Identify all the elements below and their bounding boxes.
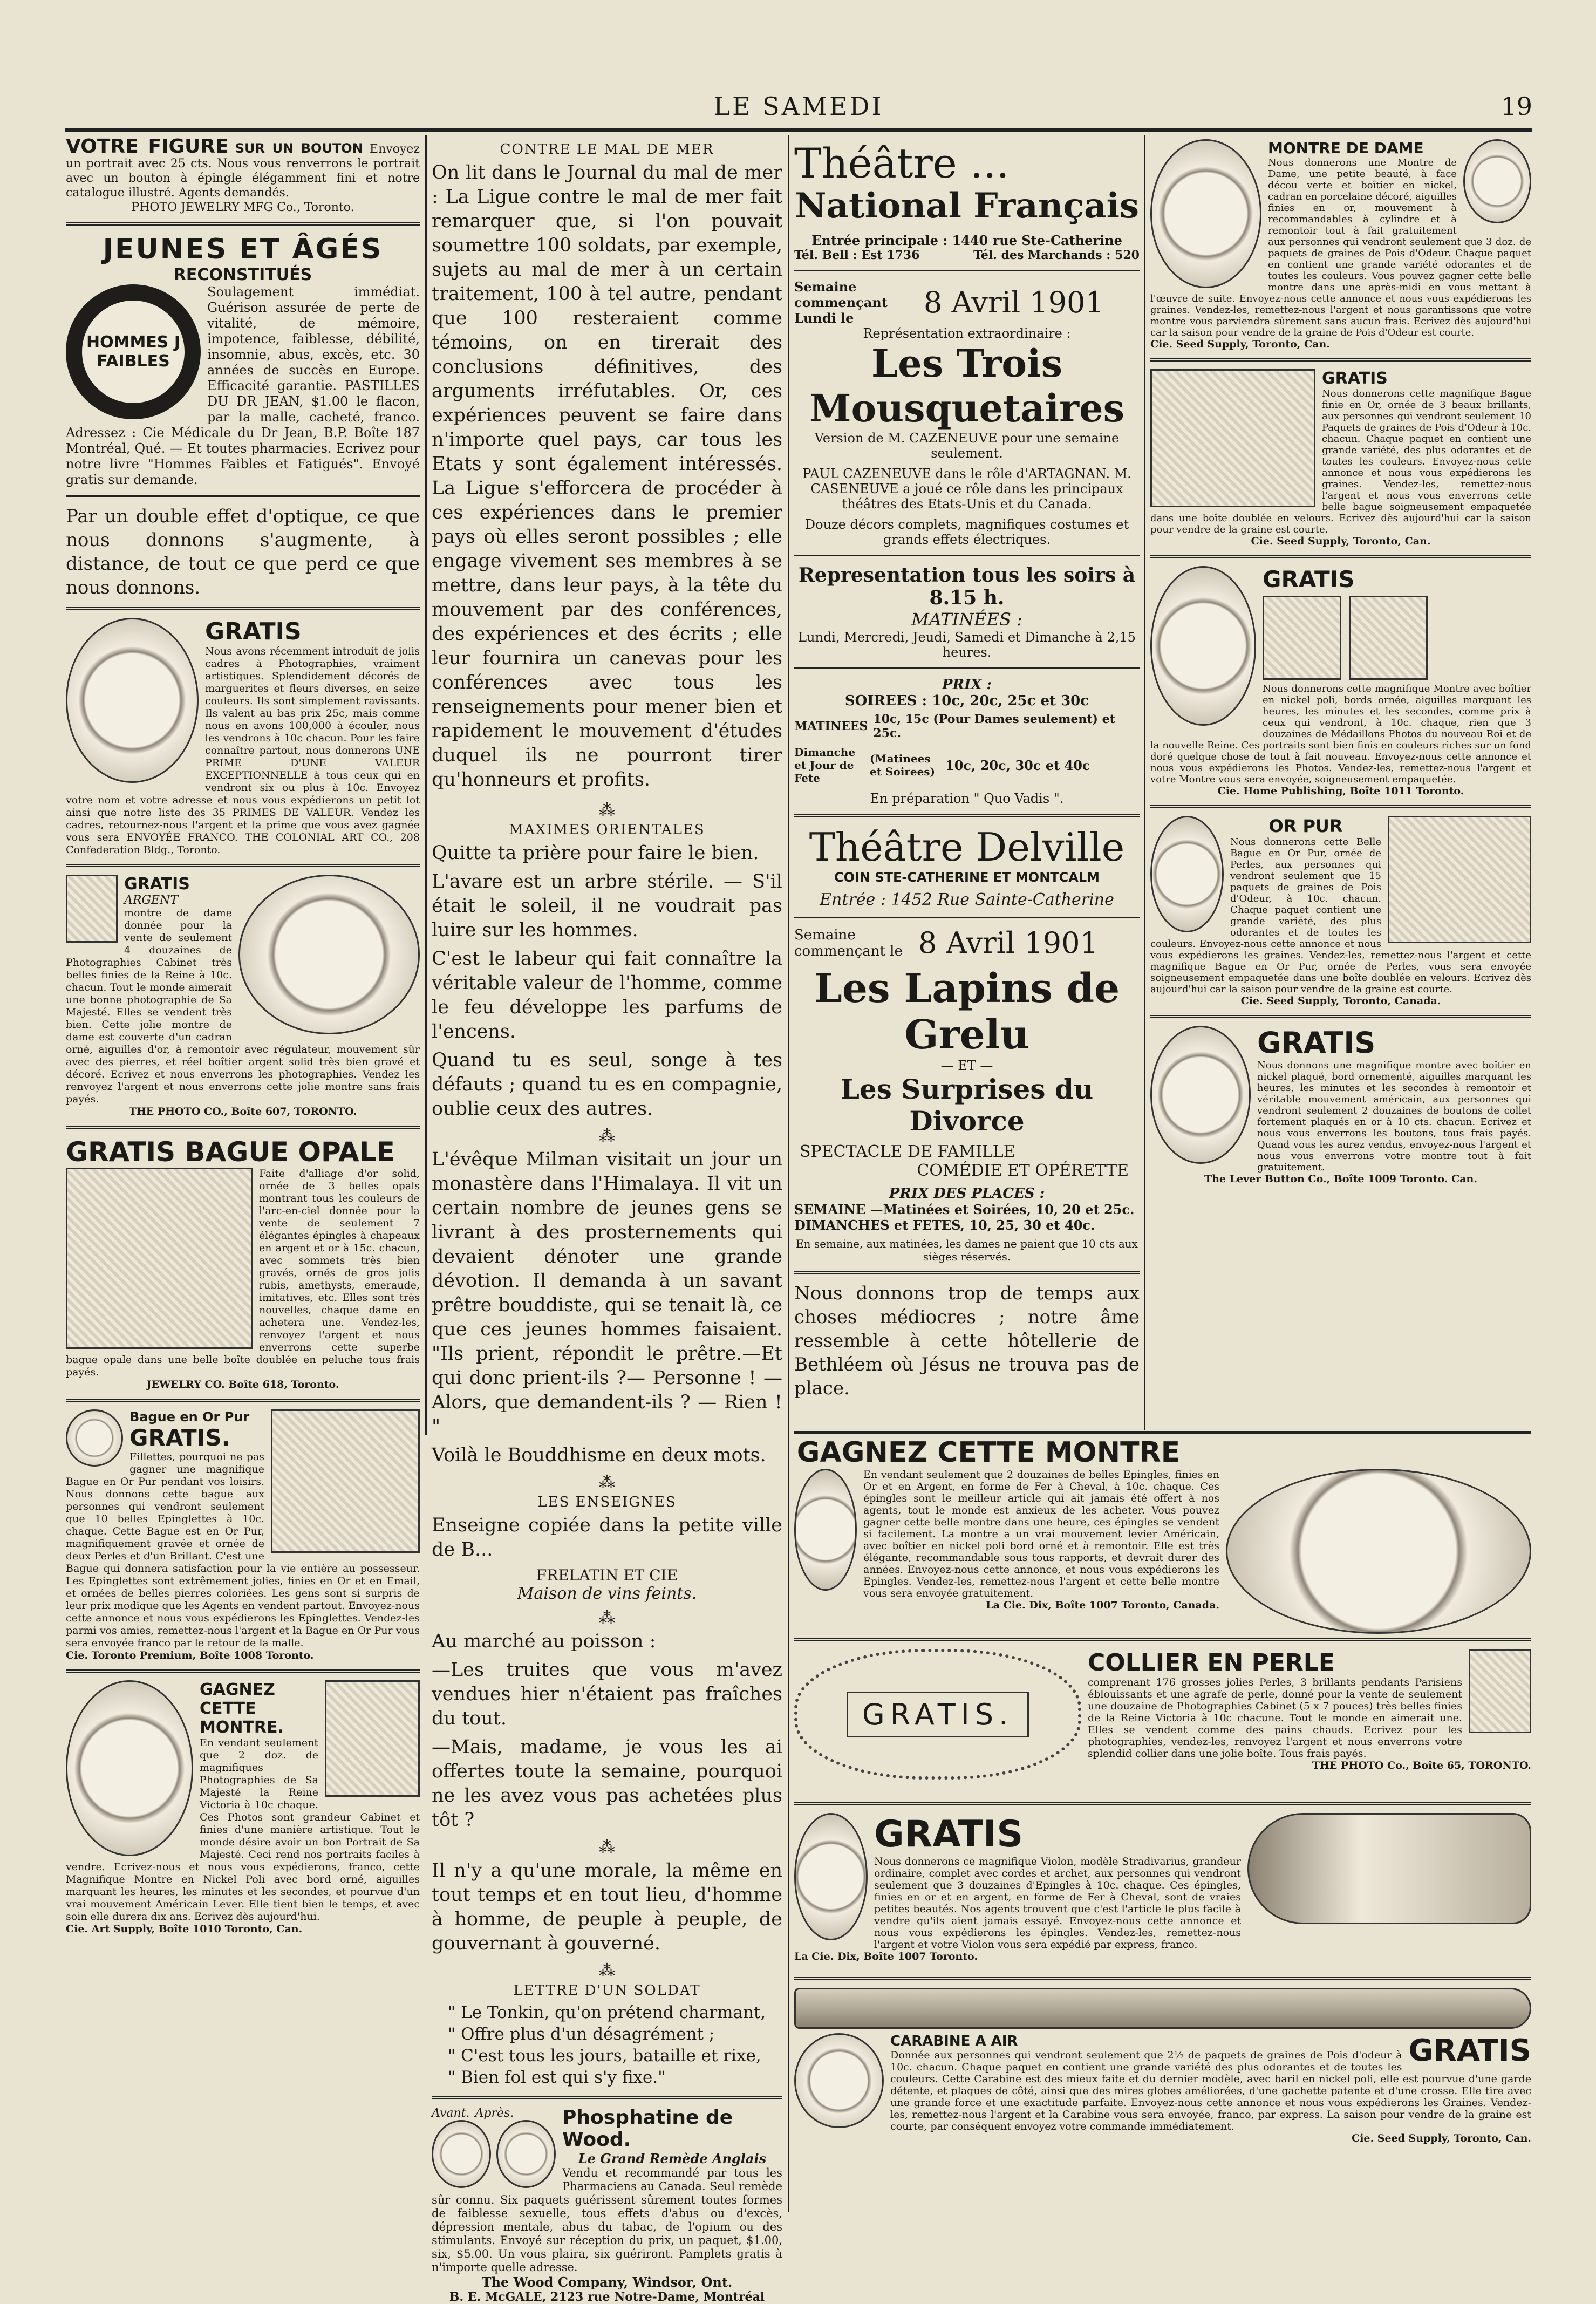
article-maximes: MAXIMES ORIENTALES Quitte ta prière pour faire le bien. L'avare est un arbre stérile. — S'il était le soleil, il ne voudrait pas luire sur les hommes. C'est le labeur qui fait connaître la véritable valeur de l'homme, comme le feu développe les parfums de l'encens. Quand tu es seul, songe à tes défauts ; quand tu es en compagnie, oublie ceux des autres. (432, 822, 782, 1120)
ad-gratis-cadres: GRATIS Nous avons récemment introduit de jolis cadres à Photographies, vraiment artistiques. Splendidement décorés de marguerites et fleurs diverses, en seize couleurs. Ils sont simplement ravissants. Ils valent au bas prix 25c, mais comme nous en avons 100,000 à écouler, nous les vendrons à 10c chacun. Pour les faire connaître partout, nous donnerons UNE PRIME D'UNE VALEUR EXCEPTIONNELLE à tous ceux qui en vendront six ou plus à 10c. Envoyez votre nom et votre adresse et nous vous expédierons un petit lot ainsi que notre liste des 35 PRIMES DE VALEUR. Vendez les cadres, retournez-nous l'argent et la prime que vous avez gagnée vous sera ENVOYÉE FRANCO. THE COLONIAL ART CO., 208 Confederation Bldg., Toronto. (66, 618, 420, 856)
article-milman: L'évêque Milman visitait un jour un monastère dans l'Himalaya. Il vit un certain nombre de jeunes gens se livrant à des prosternements qui devaient dénoter une grande dévotion. Il demanda à un savant prêtre bouddiste, qui se tenait là, ce que ces jeunes hommes faisaient. "Ils prient, répondit le prêtre.—Et qui donc prient-ils ?— Personne ! — Alors, que demandent-ils ? — Rien ! " Voilà le Bouddhisme en deux mots. (432, 1149, 782, 1466)
article-enseignes: LES ENSEIGNES Enseigne copiée dans la petite ville de B... FRELATIN ET CIE Maison de vins feints. (432, 1494, 782, 1603)
ad-gagnez-montre-epingles: GAGNEZ CETTE MONTRE En vendant seulement que 2 douzaines de belles Epingles, finies en Or et en Argent, en forme de Fer à Cheval, à 10c. chaque. Ces épingles sont le meilleur article qui ait jamais été offert à nos agents, tout le monde est anxieux de les acheter. Vous pouvez gagner cette belle montre dans une heure, ces épingles se vendent si facilement. La montre a un vrai mouvement levier Américain, avec boîtier en nickel poli bord orné et à remontoir. Elle est très élégante, recommandable sous tous rapports, et devrait durer des années. Envoyez-nous cette annonce, et nous vous expédierons les Epingles. Vendez-les, remettez-nous l'argent et cette belle montre vous sera envoyée gratuitement. La Cie. Dix, Boîte 1007 Toronto, Canada. (794, 1436, 1531, 1631)
ad-phosphatine: Avant. Après. Phosphatine de Wood. Le Grand Remède Anglais Vendu et recommandé par tous les Pharmaciens au Canada. Seul remède sûr connu. Six paquets guérissent sûrement toutes formes de faiblesse sexuelle, tous effets d'abus ou d'excès, dépression mentale, abus du tabac, de l'opium ou des stimulants. Envoyé sur réception du prix, un paquet, $1.00, six, $5.00. Un vous plaira, six guériront. Pamplets gratis à n'importe quelle adresse. The Wood Company, Windsor, Ont. B. E. McGALE, 2123 rue Notre-Dame, Montréal (432, 2107, 782, 2304)
ad-montre-de-dame: MONTRE DE DAME Nous donnerons une Montre de Dame, une petite beauté, à face décou verte et boîtier en nickel, cadran en porcelaine décoré, aiguilles finies en or, mouvement à recommandables à cylindre et à remontoir tout à fait gratuitement aux personnes qui vendront seulement que 3 doz. de paquets de graines de Pois d'Odeur. Chaque paquet en contient une grande variété odorantes et de toutes les couleurs. Vous pouvez gagner cette belle montre dans une après-midi en vous mettant à l'œuvre de suite. Envoyez-nous cette annonce et nous vous expédierons les graines. Vendez-les, remettez-nous l'argent et nous garantissons que votre montre vous parviendra sûrement sans aucun frais. Ecrivez dès aujourd'hui car la saison pour vendre de la graine de Pois d'Odeur est courte. Cie. Seed Supply, Toronto, Can. (1150, 139, 1531, 350)
portrait-frame-illustration (325, 1680, 420, 1797)
pocket-watch-illustration (66, 618, 199, 783)
ad-bague-opale: GRATIS BAGUE OPALE Faite d'alliage d'or solid, ornée de 3 belles opals montrant tous les couleurs de l'arc-en-ciel donnée pour la vente de seulement 7 élégantes épingles à chapeaux en argent et or à 15c. chacun, avec sommets très bien gravés, ornés de gros jolis rubis, amethysts, emeraude, imitatives, etc. Elles sont très nouvelles, chaque dame en achetera une. Vendez-les, renvoyez l'argent et nous enverrons cette superbe bague opale dans une belle boîte doublée en peluche tous frais payés. JEWELRY CO. Boîte 618, Toronto. (66, 1136, 420, 1390)
horseshoe-pin-illustration (794, 1469, 857, 1591)
page-header (65, 92, 1532, 129)
ring-case-illustration-2 (1388, 816, 1531, 943)
page-number: 19 (1500, 92, 1532, 121)
header-rule (65, 128, 1532, 132)
watch-illustration-4 (1150, 1026, 1251, 1164)
article-lettre-soldat: LETTRE D'UN SOLDAT " Le Tonkin, qu'on prétend charmant, " Offre plus d'un désagrément ; " C'est tous les jours, bataille et rixe, " Bien fol est qui s'y fixe." (448, 1982, 766, 2087)
column-1 (66, 135, 420, 2211)
hommes-faibles-logo: HOMMES J FAIBLES (66, 284, 201, 419)
queen-portrait-illustration-2 (1349, 596, 1428, 680)
ad-gagnez-cette-montre: GAGNEZ CETTE MONTRE. En vendant seulement que 2 doz. de magnifiques Photographies de Sa Majesté la Reine Victoria à 10c chaque. Ces Photos sont grandeur Cabinet et finies d'une manière artistique. Tout le monde désire avoir un bon Portrait de Sa Majesté. Ceci rend nos portraits faciles à vendre. Ecrivez-nous et nous vous expédierons, franco, cette Magnifique Montre en Nickel Poli avec bord orné, aiguilles marquant les heures, les minutes et les secondes, et pourvue d'un vrai mouvement Américain Lever. Elle tient bien le temps, et avec soin elle durera dix ans. Ecrivez dès aujourd'hui. Cie. Art Supply, Boîte 1010 Toronto, Can. (66, 1680, 420, 1935)
flowers-illustration (794, 2033, 884, 2128)
rose-illustration (1463, 139, 1531, 223)
horseshoe-pin-illustration-2 (794, 1813, 868, 1940)
pearl-necklace-illustration: GRATIS. (794, 1649, 1081, 1780)
ad-gratis-bague-brillants: GRATIS Nous donnerons cette magnifique Bague finie en Or, ornée de 3 beaux brillants, aux personnes qui vendront seulement 10 Paquets de graines de Pois d'Odeur à 10c. chacun. Chaque paquet en contient une grande variété, des plus odorantes et de toutes les couleurs. Envoyez-nous cette annonce et nous vous expédierons les graines. Vendez-les, remettez-nous l'argent et nous vous enverrons cette belle bague soigneusement empaquetée dans une boîte doublée en velours. Ecrivez dès aujourd'hui car la saison pour vendre de la graine est courte. Cie. Seed Supply, Toronto, Can. (1150, 369, 1531, 547)
ring-box-illustration-2 (1150, 369, 1315, 507)
watch-illustration-3 (1150, 566, 1256, 726)
alarm-watch-illustration (66, 1680, 193, 1856)
ad-votre-figure: VOTRE FIGURE SUR UN BOUTON Envoyez un portrait avec 25 cts. Nous vous renverrons le portrait avec un bouton à épingle élégamment fini et notre catalogue illustré. Agents demandés. PHOTO JEWELRY MFG Co., Toronto. (66, 135, 420, 214)
ad-gratis-violon: GRATIS Nous donnerons ce magnifique Violon, modèle Stradivarius, grandeur ordinaire, complet avec cordes et archet, aux personnes qui vendront seulement que 3 douzaines d'Epingles à 10c. chaque. Ces épingles, finies en or et en argent, en forme de Fer à Cheval, sont de vraies petites beautés. Nos agents trouvent que c'est l'article le plus facile à vendre qu'ils aient jamais essayé. Envoyez-nous cette annonce et nous vous expédierons les épingles. Vendez-les, remettez-nous l'argent et votre Violon vous sera expédié par express, franco. La Cie. Dix, Boîte 1007 Toronto. (794, 1813, 1531, 1969)
donnons-text: Nous donnons trop de temps aux choses médiocres ; notre âme ressemble à cette hôtellerie de Bethléem où Jésus ne trouva pas de place. (794, 1283, 1140, 1399)
ring-box-illustration (66, 1168, 253, 1349)
ad-gratis-medaillons: GRATIS Nous donnerons cette magnifique Montre avec boîtier en nickel poli, bords ornée, aiguilles marquant les heures, les minutes et les secondes, comme prix à ceux qui vendront, à 10c. chaque, rien que 3 douzaines de Médaillons Photos du nouveau Roi et de la nouvelle Reine. Ces portraits sont bien finis en couleurs riches sur un fond doré quelque chose de tout à fait nouveau. Envoyez-nous cette annonce et nous vous expédierons les Photos. Vendez-les, remettez-nous l'argent et votre Montre vous sera envoyée, soigneusement empaquetée. Cie. Home Publishing, Boîte 1011 Toronto. (1150, 566, 1532, 797)
article-mal-de-mer: CONTRE LE MAL DE MER On lit dans le Journal du mal de mer : La Ligue contre le mal de mer fait remarquer que, si l'on pouvait soumettre 100 soldats, par exemple, sujets au mal de mer à un certain traitement, 100 à tel autre, pendant que 100 resteraient comme témoins, on en tirerait des conclusions définitives, des arguments irréfutables. Or, ces expériences peuvent se faire dans n'importe quel pays, car tous les Etats y sont également intéressés. La Ligue s'efforcera de procéder à ces expériences dans le premier pays où elles seront possibles ; elle engage vivement ses membres à se mettre, dans leur pays, à la tête du mouvement par des conférences, des expériences et des écrits ; elle leur fournira un canevas pour les conférences avec tous les renseignements pour mener bien et rapidement le mouvement d'études duquel ils ne pourront tirer qu'honneurs et profits. (432, 141, 782, 790)
king-portrait-illustration (1263, 596, 1341, 680)
ladies-watch-illustration (1150, 139, 1261, 288)
ring-illustration (66, 1409, 123, 1467)
ad-bague-or-pur: Bague en Or Pur GRATIS. Fillettes, pourquoi ne pas gagner une magnifique Bague en Or Pur pendant vos loisirs. Nous donnons cette bague aux personnes qui vendront seulement que 10 belles Epinglettes à 10c. chaque. Cette Bague est en Or Pur, magnifiquement gravée et ornée de deux Perles et d'un Brillant. C'est une Bague qui donnera satisfaction pour la vie entière au possesseur. Les Epinglettes sont extrêmement jolies, finies en Or et en Email, et ornées de belles pierres coloriées. Les gens sont si surpris de leur prix modique que les Agents en vendent partout. Envoyez-nous cette annonce et nous vous expédierons les Epinglettes. Vendez-les parmi vos amies, remettez-nous l'argent et la Bague en Or Pur vous sera envoyée franco par le retour de la malle. Cie. Toronto Premium, Boîte 1008 Toronto. (66, 1409, 420, 1661)
flower-illustration (1150, 816, 1224, 932)
ring-case-illustration (271, 1409, 420, 1553)
ad-gratis-argent: GRATIS ARGENT montre de dame donnée pour la vente de seulement 4 douzaines de Photographies Cabinet très belles finies de la Reine à 10c. chacun. Tout le monde aimerait une bonne photographie de Sa Majesté. Elles se vendent très bien. Cette jolie montre de dame est couverte d'un cadran orné, aiguilles d'or, à remontoir avec régulateur, mouvement sûr avec des pierres, et réel boîtier argent solid très bien gravé et décoré. Ecrivez et nous enverrons les photographies. Vendez les renvoyez l'argent et nous enverrons cette jolie montre sans frais payés. THE PHOTO CO., Boîte 607, TORONTO. (66, 875, 420, 1117)
column-3 (794, 141, 1140, 1426)
queen-portrait-illustration (66, 875, 118, 943)
large-watch-illustration (1226, 1469, 1531, 1634)
ad-collier-en-perle: GRATIS. COLLIER EN PERLE comprenant 176 grosses jolies Perles, 3 brillants pendants Parisiens éblouissants et une agrafe de perle, donné pour la vente de seulement une douzaine de Photographies Cabinet (5 x 7 pouces) très belles finies de la Reine Victoria à 10c chacune. Tout le monde en aimerait une. Elles se vendent comme des pains chauds. Ecrivez pour les photographies, vendez-les, renvoyez l'argent et nous enverrons votre splendid collier dans une jolie boîte. Tous frais payés. THE PHOTO Co., Boîte 65, TORONTO. (794, 1649, 1531, 1795)
column-rule-3 (1144, 135, 1145, 1430)
ad-gratis-boutons: GRATIS Nous donnons une magnifique montre avec boîtier en nickel plaqué, bord ornementé, aiguilles marquant les heures, les minutes et les secondes à remontoir et véritable mouvement américain, aux personnes qui vendront seulement 2 douzaines de boutons de collet fortement plaqués en or à 10 cts. chacun. Ecrivez et nous vous enverrons les boutons, tous frais payés. Quand vous les aurez vendus, envoyez-nous l'argent et nous vous enverrons votre montre tout à fait gratuitement. The Lever Button Co., Boîte 1009 Toronto. Can. (1150, 1026, 1531, 1185)
bottom-ads (794, 1436, 1531, 2213)
article-marche: Au marché au poisson : —Les truites que vous m'avez vendues hier n'étaient pas fraîches du tout. —Mais, madame, je vous les ai offertes toute la semaine, pourquoi ne les avez vous pas achetées plus tôt ? (432, 1631, 782, 1831)
article-morale: Il n'y a qu'une morale, la même en tout temps et en tout lieu, d'homme à homme, de peuple à peuple, de gouvernant à gouverné. (432, 1860, 782, 1954)
newspaper-title: LE SAMEDI (713, 92, 884, 121)
violin-illustration (1247, 1813, 1531, 1924)
ad-theatre-national: Théâtre ... National Français Entrée principale : 1440 rue Ste-Catherine Tél. Bell : Est 1736 Tél. des Marchands : 520 Semaine commençant Lundi le 8 Avril 1901 Représentation extraordinaire : Les Trois Mousquetaires Version de M. CAZENEUVE pour une semaine seulement. PAUL CAZENEUVE dans le rôle d'ARTAGNAN. M. CASENEUVE a joué ce rôle dans les principaux théâtres des Etats-Unis et du Canada. Douze décors complets, magnifiques costumes et grands effets électriques. Representation tous les soirs à 8.15 h. MATINÉES : Lundi, Mercredi, Jeudi, Samedi et Dimanche à 2,15 heures. PRIX : SOIREES : 10c, 20c, 25c et 30c MATINEES 10c, 15c (Pour Dames seulement) et 25c. Dimanche et Jour de Fete (Matinees et Soirees) 10c, 20c, 30c et 40c En préparation " Quo Vadis ". (794, 139, 1140, 806)
ad-theatre-delville: Théâtre Delville COIN STE-CATHERINE ET MONTCALM Entrée : 1452 Rue Sainte-Catherine Semaine commençant le 8 Avril 1901 Les Lapins de Grelu — ET — Les Surprises du Divorce SPECTACLE DE FAMILLE COMÉDIE ET OPÉRETTE PRIX DES PLACES : SEMAINE —Matinées et Soirées, 10, 20 et 25c. DIMANCHES et FETES, 10, 25, 30 et 40c. En semaine, aux matinées, les dames ne paient que 10 cts aux sièges réservés. (794, 824, 1140, 1263)
ad-carabine-a-air: GRATIS CARABINE A AIR Donnée aux personnes qui vendront seulement que 2½ de paquets de graines de Pois d'odeur à 10c. chacun. Chaque paquet en contient une grande variété des plus odorantes et de toutes les couleurs. Cette Carabine est des mieux faite et du dernier modèle, avec baril en nickel poli, elle est pourvue d'une garde détente, et plaques de côté, ainsi que des mires globes améliorées, d'une gachette patente et d'une crosse. Elle tire avec une grande force et une exactitude parfaite. Envoyez-nous cette annonce et nous vous expédierons les Graines. Vendez-les, remettez-nous l'argent et la Carabine vous sera envoyée, franco, par express. La saison pour vendre de la graine est courte, par conséquent envoyez votre commande immédiatement. Cie. Seed Supply, Toronto, Can. (794, 1988, 1531, 2193)
column-rule-2 (788, 135, 789, 2212)
air-rifle-illustration (794, 1988, 1531, 2029)
queen-portrait-illustration-3 (1469, 1649, 1531, 1733)
column-2: CONTRE LE MAL DE MER On lit dans le Journal du mal de mer : La Ligue contre le mal de mer fait remarquer que, si l'on pouvait soumettre 100 soldats, par exemple, sujets au mal de mer à un certain traitement, 100 à tel autre, pendant que 100 resteraient comme témoins, on en tirerait des conclusions définitives, des arguments irréfutables. Or, ces expériences peuvent se faire dans n'importe quel pays, car tous les Etats y sont également intéressés. La Ligue s'efforcera de procéder à ces expériences dans le premier pays où elles seront possibles ; elle engage vivement ses membres à se mettre, dans leur pays, à la tête du mouvement par des conférences, des expériences et des écrits ; elle leur fournira un canevas pour les conférences avec tous les renseignements pour mener bien et rapidement le mouvement d'études duquel ils ne pourront tirer qu'honneurs et profits. ⁂ MAXIMES ORIENTALES Quitte ta prière pour faire le bien. L'avare est un arbre stérile. — S'il était le soleil, il ne voudrait pas luire sur les hommes. C'est le labeur qui fait connaître la véritable valeur de l'homme, comme le feu développe les parfums de l'encens. Quand tu es seul, songe à tes défauts ; quand tu es en compagnie, oublie ceux des autres. ⁂ L'évêque Milman visitait un jour un monastère dans l'Himalaya. Il vit un certain nombre de jeunes gens se livrant à des prosternements qui devaient dénoter une grande dévotion. Il demanda à un savant prêtre bouddiste, qui se tenait là, ce que ces jeunes hommes faisaient. "Ils prient, répondit le prêtre.—Et qui donc prient-ils ?— Personne ! — Alors, que demandent-ils ? — Rien ! " Voilà le Bouddhisme en deux mots. ⁂ LES ENSEIGNES Enseigne copiée dans la petite ville de B... FRELATIN ET CIE Maison de vins feints. ⁂ Au marché au poisson : —Les truites que vous m'avez vendues hier n'étaient pas fraîches du tout. —Mais, madame, je vous les ai offertes toute la semaine, pourquoi ne les avez vous pas achetées plus tôt ? ⁂ Il n'y a qu'une morale, la même en tout temps et en tout lieu, d'homme à homme, de peuple à peuple, de gouvernant à gouverné. ⁂ LETTRE D'UN SOLDAT " Le Tonkin, qu'on prétend charmant, " Offre plus d'un désagrément ; " C'est tous les jours, bataille et rixe, " Bien fol est qui s'y fixe." Avant. Après. Phosphatine de Wood. Le Grand Remède Anglais Vendu et recommandé par tous les Pharmaciens au Canada. Seul remède sûr connu. Six paquets guérissent sûrement toutes formes de faiblesse sexuelle, tous effets d'abus ou d'excès, dépression mentale, abus du tabac, de l'opium ou des stimulants. Envoyé sur réception du prix, un paquet, $1.00, six, $5.00. Un vous plaira, six guériront. Pamplets gratis à n'importe quelle adresse. The Wood Company, Windsor, Ont. B. E. McGALE, 2123 rue Notre-Dame, Montréal (432, 141, 782, 2304)
ad-or-pur: OR PUR Nous donnerons cette Belle Bague en Or Pur, ornée de Perles, aux personnes qui vendront seulement que 15 paquets de graines de Pois d'Odeur, à 10c. chacun. Chaque paquet contient une grande variété, des plus odorantes et de toutes les couleurs. Envoyez-nous cette annonce et nous vous expédierons les graines. Vendez-les, remettez-nous l'argent et cette magnifique Bague en Or Pur, ornée de Perles, vous sera envoyée soigneusement empaquetée dans une boîte doublée en velours. Ecrivez dès aujourd'hui car la saison pour vendre de la graine est courte. Cie. Seed Supply, Toronto, Canada. (1150, 816, 1531, 1007)
column-4 (1150, 139, 1531, 1429)
optique-text: Par un double effet d'optique, ce que nous donnons s'augmente, à distance, de tout ce que perd ce que nous donnons. (66, 506, 420, 598)
ad-jeunes-et-ages: JEUNES ET ÂGÉS RECONSTITUÉS HOMMES J FAIBLES Soulagement immédiat. Guérison assurée de perte de vitalité, de mémoire, impotence, faiblesse, débilité, insomnie, abus, excès, etc. 30 années de succès en Europe. Efficacité garantie. PASTILLES DU DR JEAN, $1.00 le flacon, par la malle, cacheté, franco. Adressez : Cie Médicale du Dr Jean, B.P. Boîte 187 Montréal, Qué. — Et toutes pharmacies. Ecrivez pour notre livre "Hommes Faibles et Fatigués". Envoyé gratis sur demande. (66, 233, 420, 487)
before-after-faces-illustration: Avant. Après. (432, 2107, 556, 2188)
column-rule-1 (425, 135, 427, 1435)
silver-watch-illustration (238, 875, 420, 1034)
bottom-block-rule (794, 1431, 1531, 1434)
